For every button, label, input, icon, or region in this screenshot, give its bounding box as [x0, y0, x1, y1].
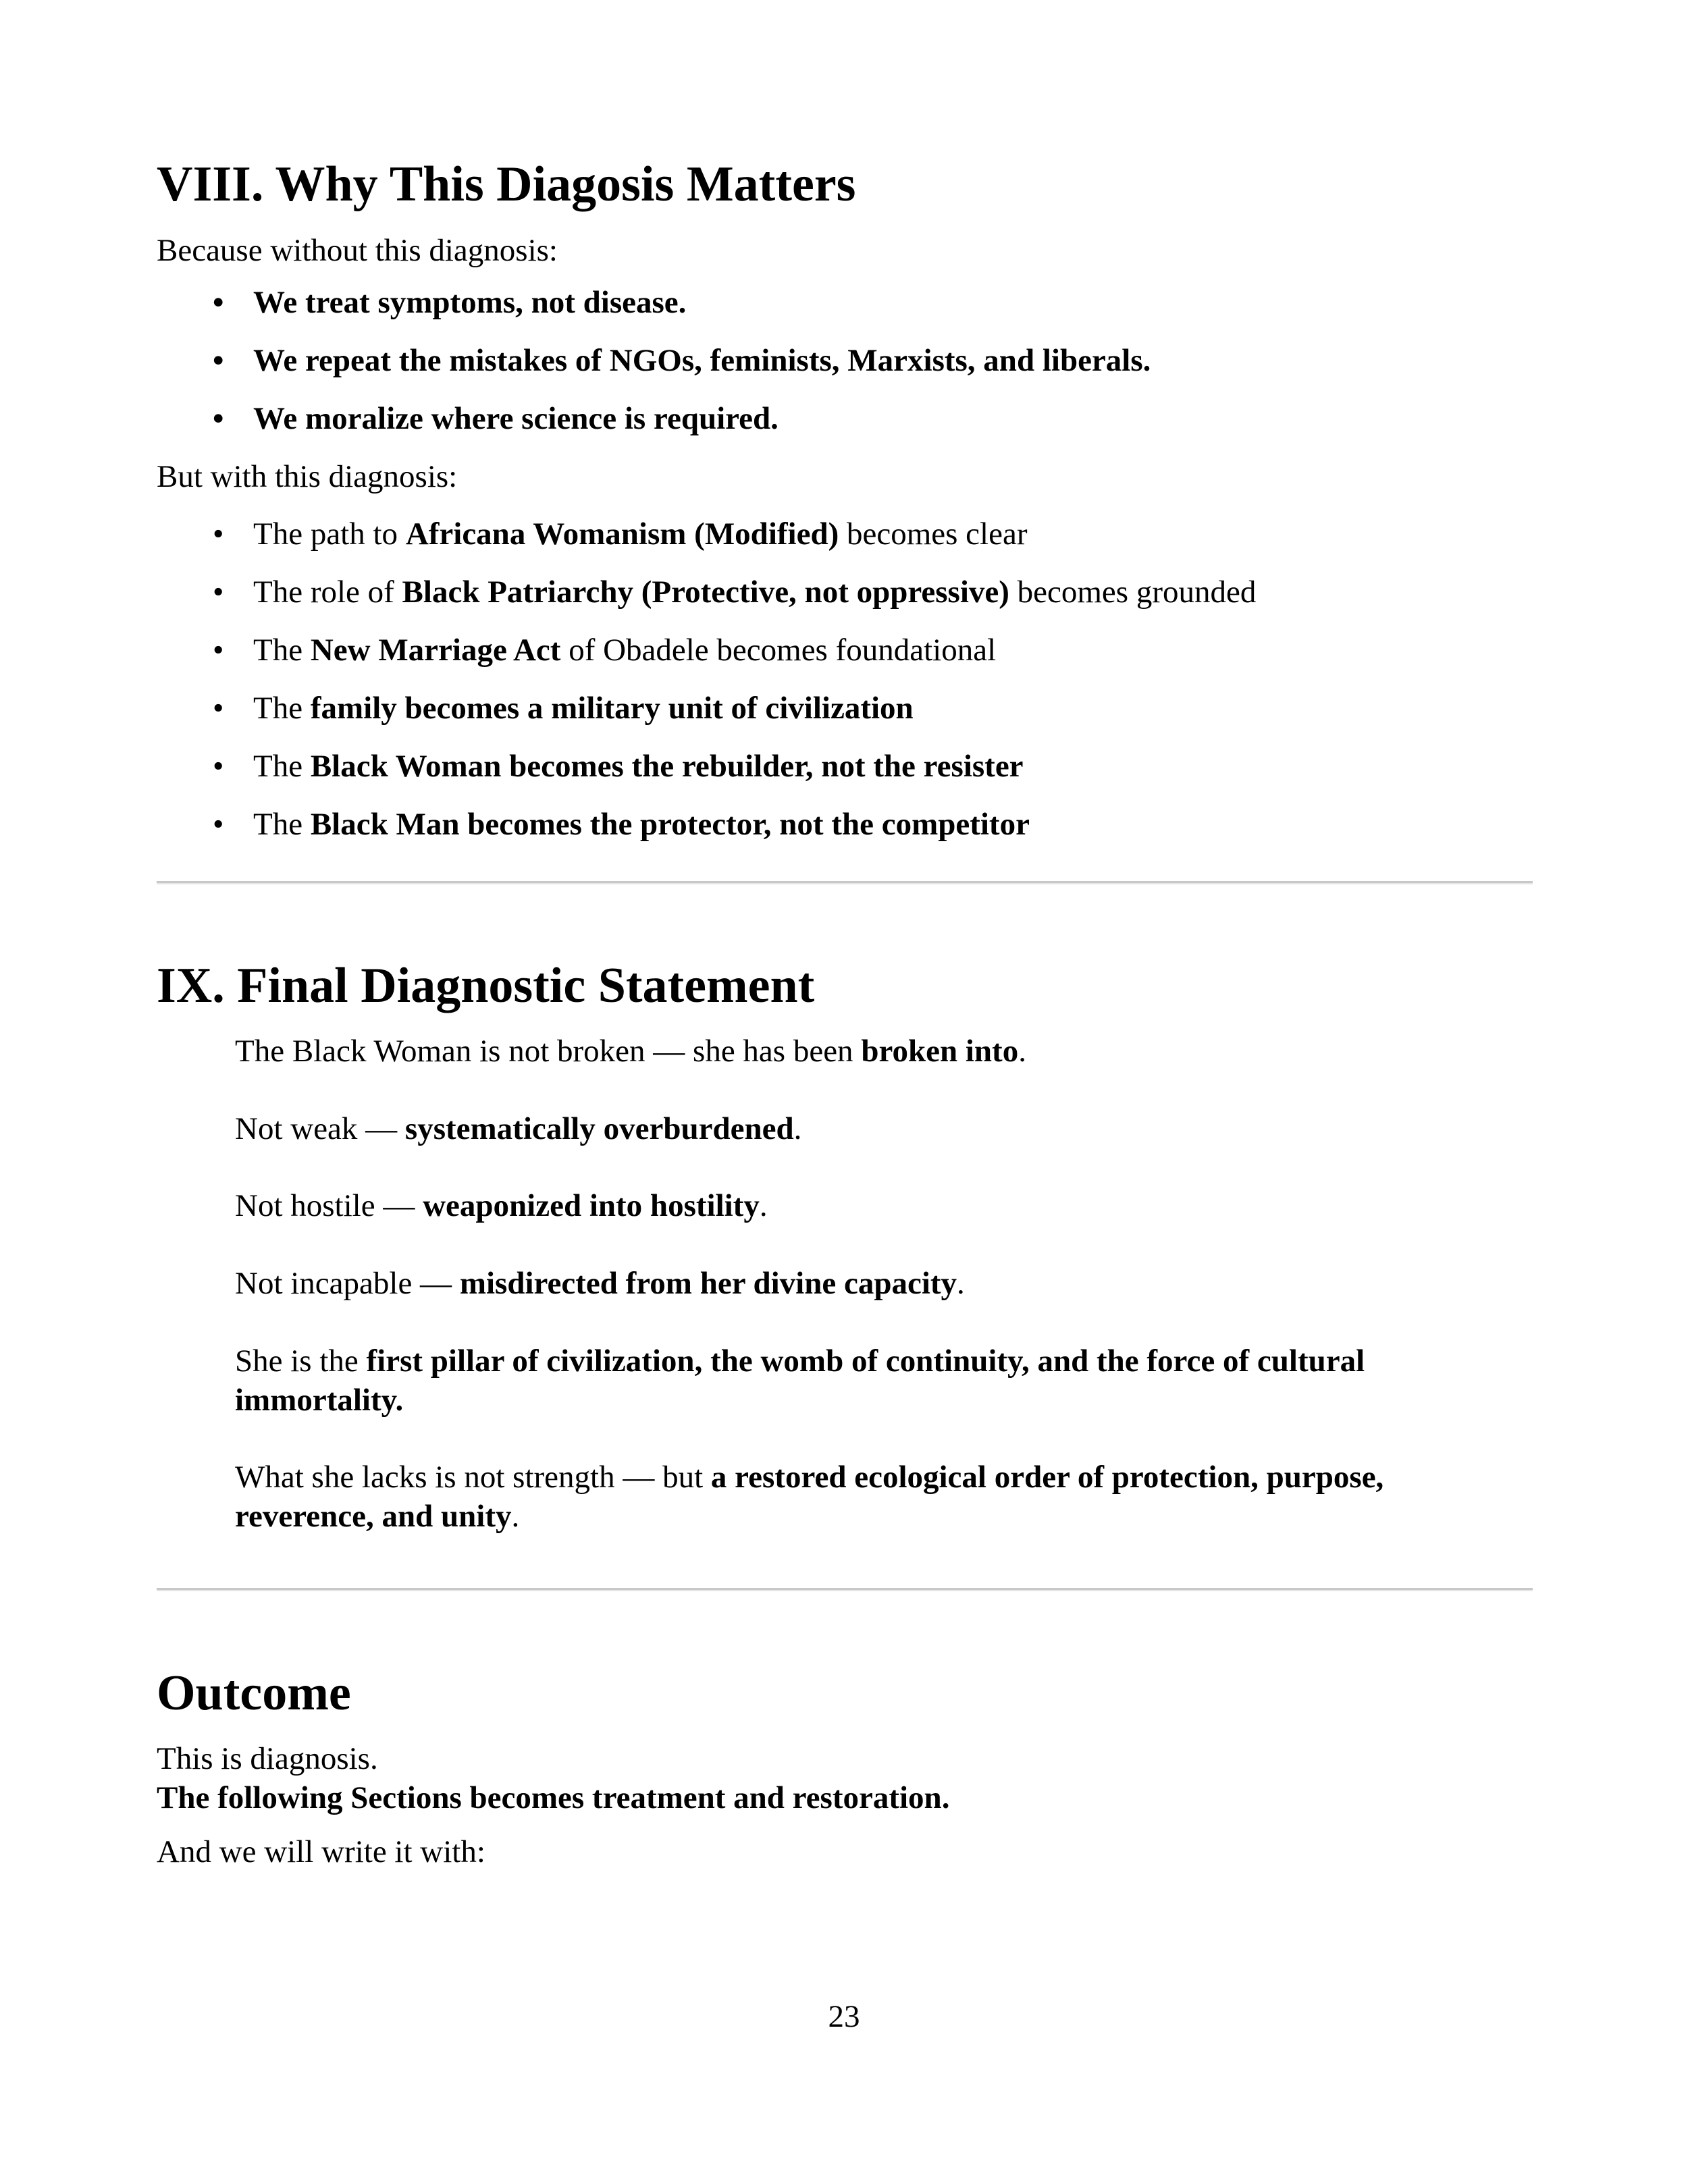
statement-emphasis: first pillar of civilization, the womb of continuity, and the force of cultural immortality.	[235, 1343, 1365, 1418]
statement-text: Not hostile —	[235, 1188, 423, 1223]
bullet-icon: •	[213, 691, 224, 726]
list-item-suffix: of Obadele becomes foundational	[560, 633, 997, 668]
list-item-text: We moralize where science is required.	[253, 401, 779, 436]
list-item	[213, 399, 779, 438]
statement-suffix: .	[957, 1266, 965, 1301]
statement-paragraph	[235, 1186, 1518, 1225]
statement-paragraph	[235, 1264, 1518, 1303]
statement-paragraph	[235, 1458, 1518, 1536]
statement-text: The Black Woman is not broken — she has been	[235, 1034, 862, 1069]
outcome-line-2: The following Sections becomes treatment and restoration.	[157, 1780, 950, 1815]
list-item	[213, 341, 1151, 380]
outcome-line-1: This is diagnosis.	[157, 1741, 378, 1776]
list-item-suffix: becomes grounded	[1009, 575, 1257, 610]
statement-text: Not incapable —	[235, 1266, 460, 1301]
list-item-suffix: becomes clear	[839, 516, 1028, 552]
list-item	[213, 514, 1028, 554]
statement-text: Not weak —	[235, 1111, 405, 1146]
list-item-prefix: The	[253, 807, 311, 842]
statement-suffix: .	[793, 1111, 802, 1146]
statement-paragraph	[235, 1109, 1518, 1148]
list-item-emphasis: New Marriage Act	[310, 633, 561, 668]
bullet-icon: •	[213, 516, 224, 552]
statement-paragraph	[235, 1032, 1518, 1071]
statement-suffix: .	[1018, 1034, 1026, 1069]
bullet-icon: •	[213, 575, 224, 610]
list-item	[213, 689, 914, 728]
statement-suffix: .	[511, 1499, 520, 1534]
section-8-intro: Because without this diagnosis:	[157, 233, 558, 268]
section-9-heading: IX. Final Diagnostic Statement	[157, 958, 815, 1013]
bullet-icon: •	[213, 285, 224, 320]
section-8-heading: VIII. Why This Diagosis Matters	[157, 157, 856, 212]
list-item	[213, 283, 687, 322]
list-item-emphasis: Black Man becomes the protector, not the competitor	[310, 807, 1030, 842]
bullet-icon: •	[213, 401, 224, 436]
statement-text: What she lacks is not strength — but	[235, 1460, 711, 1495]
section-8-with-intro: But with this diagnosis:	[157, 459, 458, 494]
section-divider	[157, 881, 1533, 884]
list-item	[213, 572, 1257, 612]
statement-emphasis: broken into	[861, 1034, 1019, 1069]
bullet-icon: •	[213, 633, 224, 668]
list-item-prefix: The	[253, 633, 311, 668]
statement-paragraph	[235, 1341, 1518, 1420]
section-divider	[157, 1588, 1533, 1591]
page-number: 23	[828, 1999, 860, 2034]
statement-emphasis: a restored ecological order of protection, purpose, reverence, and unity	[235, 1460, 1384, 1534]
statement-emphasis: misdirected from her divine capacity	[459, 1266, 957, 1301]
list-item	[213, 631, 997, 670]
list-item-prefix: The role of	[253, 575, 402, 610]
list-item-emphasis: Black Patriarchy (Protective, not oppressive)	[402, 575, 1009, 610]
list-item-emphasis: Africana Womanism (Modified)	[405, 516, 839, 552]
list-item	[213, 747, 1024, 786]
statement-emphasis: weaponized into hostility	[423, 1188, 760, 1223]
list-item-text: We repeat the mistakes of NGOs, feminists, Marxists, and liberals.	[253, 343, 1151, 378]
list-item-text: We treat symptoms, not disease.	[253, 285, 687, 320]
list-item-prefix: The	[253, 749, 311, 784]
statement-text: She is the	[235, 1343, 367, 1379]
list-item-prefix: The path to	[253, 516, 406, 552]
list-item-prefix: The	[253, 691, 311, 726]
bullet-icon: •	[213, 807, 224, 842]
statement-suffix: .	[759, 1188, 768, 1223]
outcome-heading: Outcome	[157, 1666, 351, 1721]
list-item-emphasis: Black Woman becomes the rebuilder, not the resister	[310, 749, 1024, 784]
list-item-emphasis: family becomes a military unit of civilization	[310, 691, 914, 726]
bullet-icon: •	[213, 749, 224, 784]
statement-emphasis: systematically overburdened	[404, 1111, 794, 1146]
bullet-icon: •	[213, 343, 224, 378]
list-item	[213, 805, 1030, 844]
outcome-line-3: And we will write it with:	[157, 1834, 485, 1869]
